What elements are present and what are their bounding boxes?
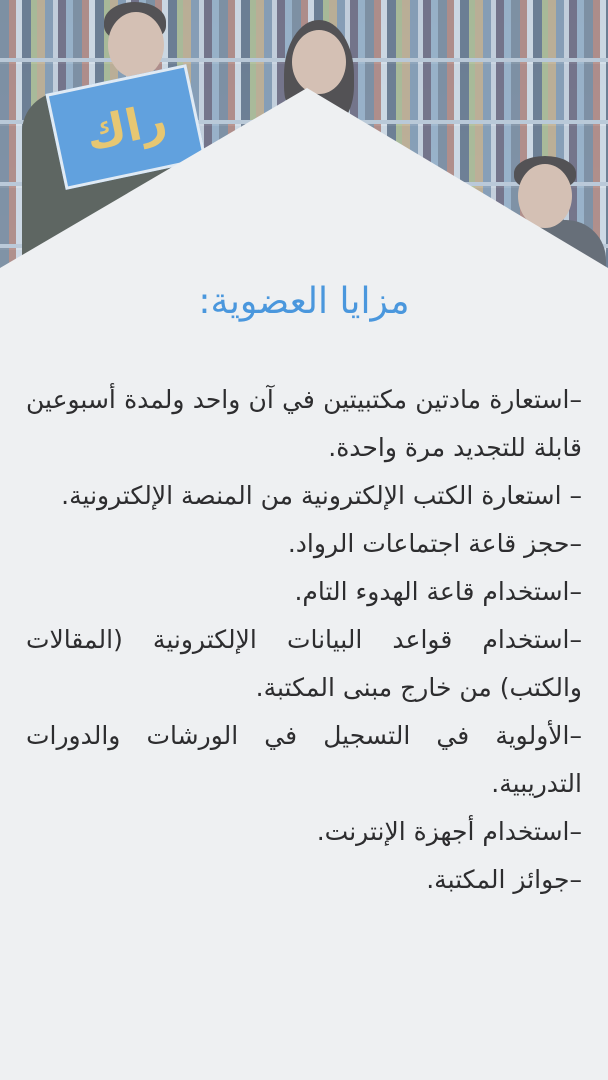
benefit-item: –استخدام أجهزة الإنترنت.: [316, 817, 582, 846]
benefit-item: –استخدام قاعة الهدوء التام.: [294, 577, 582, 606]
page-title: مزايا العضوية:: [198, 281, 410, 322]
benefit-item: –الأولوية في التسجيل في الورشات والدورات التدريبية.: [26, 721, 582, 798]
benefit-item: – استعارة الكتب الإلكترونية من المنصة الإلكترونية.: [61, 481, 582, 510]
benefits-list: [26, 376, 582, 904]
benefit-item: –جوائز المكتبة.: [426, 865, 582, 894]
sign-text: راك: [81, 93, 171, 161]
benefit-item: –استعارة مادتين مكتبيتين في آن واحد ولمدة أسبوعين قابلة للتجديد مرة واحدة.: [26, 385, 582, 462]
benefit-item: –حجز قاعة اجتماعات الرواد.: [287, 529, 582, 558]
benefit-item: –استخدام قواعد البيانات الإلكترونية (المقالات والكتب) من خارج مبنى المكتبة.: [26, 625, 582, 702]
